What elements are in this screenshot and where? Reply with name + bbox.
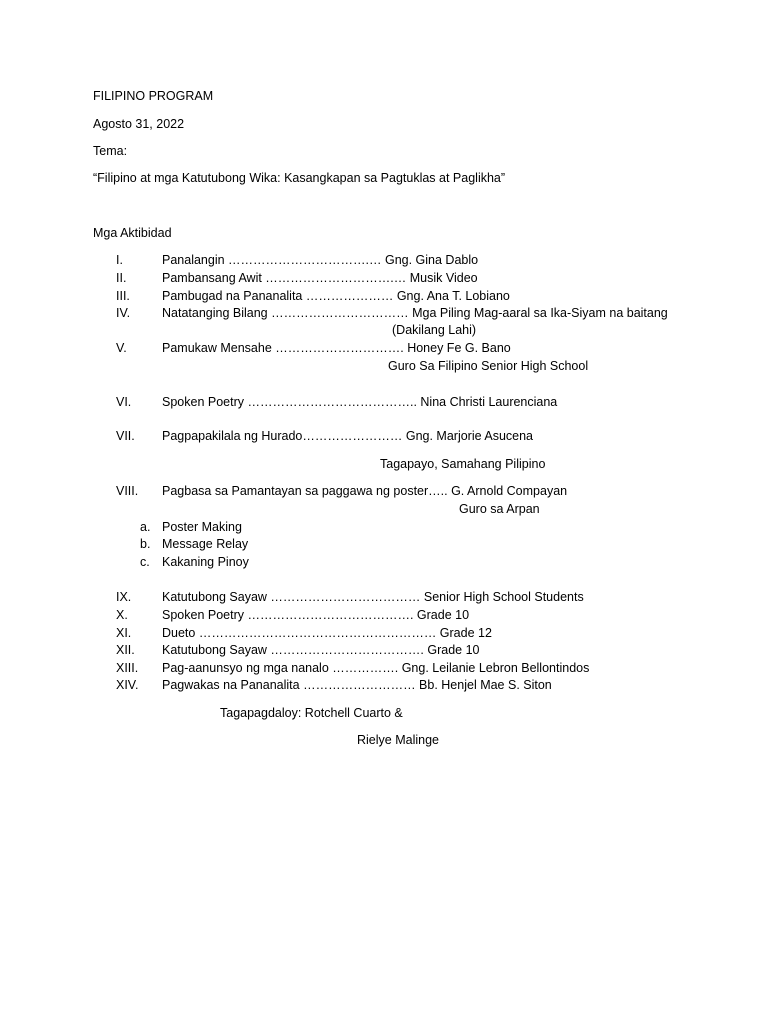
item-number: VI. bbox=[116, 395, 132, 409]
item-number: VII. bbox=[116, 429, 135, 443]
item-number: XII. bbox=[116, 643, 135, 657]
item-text: Spoken Poetry ………………………………….. Nina Christi Laurenciana bbox=[162, 395, 558, 409]
item-text: Spoken Poetry …………………………………. Grade 10 bbox=[162, 608, 470, 622]
item-text: Pambugad na Pananalita ………………… Gng. Ana T. Lobiano bbox=[162, 289, 510, 303]
item-number: XI. bbox=[116, 626, 132, 640]
subitem-letter: a. bbox=[140, 520, 151, 534]
item-number: IX. bbox=[116, 590, 132, 604]
item-number: XIV. bbox=[116, 678, 139, 692]
item-number: VIII. bbox=[116, 484, 139, 498]
activities-heading: Mga Aktibidad bbox=[93, 226, 172, 240]
item-text: Pagwakas na Pananalita ……………………… Bb. Henjel Mae S. Siton bbox=[162, 678, 552, 692]
item-number: XIII. bbox=[116, 661, 139, 675]
item-text: Katutubong Sayaw ………………………………. Grade 10 bbox=[162, 643, 480, 657]
item-continuation: Tagapayo, Samahang Pilipino bbox=[380, 457, 546, 471]
item-text: Pagpapakilala ng Hurado…………………… Gng. Marjorie Asucena bbox=[162, 429, 534, 443]
item-number: X. bbox=[116, 608, 128, 622]
item-continuation: Guro sa Arpan bbox=[459, 502, 540, 516]
item-text: Pamukaw Mensahe …………………………. Honey Fe G. Bano bbox=[162, 341, 511, 355]
item-text: Pag-aanunsyo ng mga nanalo ……………. Gng. Leilanie Lebron Bellontindos bbox=[162, 661, 590, 675]
subitem-text: Poster Making bbox=[162, 520, 242, 534]
item-text: Panalangin …………………………….… Gng. Gina Dablo bbox=[162, 253, 479, 267]
item-text: Pambansang Awit ………………………….… Musik Video bbox=[162, 271, 478, 285]
item-number: V. bbox=[116, 341, 127, 355]
program-title: FILIPINO PROGRAM bbox=[93, 89, 214, 103]
item-number: II. bbox=[116, 271, 127, 285]
theme-text: “Filipino at mga Katutubong Wika: Kasangkapan sa Pagtuklas at Paglikha” bbox=[93, 171, 506, 185]
item-text: Dueto ………………………………………………… Grade 12 bbox=[162, 626, 492, 640]
item-text: Katutubong Sayaw ……………………………… Senior High School Students bbox=[162, 590, 584, 604]
subitem-letter: c. bbox=[140, 555, 150, 569]
item-number: I. bbox=[116, 253, 123, 267]
item-number: IV. bbox=[116, 306, 131, 320]
theme-label: Tema: bbox=[93, 144, 128, 158]
item-number: III. bbox=[116, 289, 130, 303]
item-text: Natatanging Bilang …………………………… Mga Piling Mag-aaral sa Ika-Siyam na baitang bbox=[162, 306, 668, 320]
subitem-letter: b. bbox=[140, 537, 151, 551]
program-date: Agosto 31, 2022 bbox=[93, 117, 185, 131]
subitem-text: Kakaning Pinoy bbox=[162, 555, 249, 569]
item-continuation: Guro Sa Filipino Senior High School bbox=[388, 359, 589, 373]
subitem-text: Message Relay bbox=[162, 537, 249, 551]
item-text: Pagbasa sa Pamantayan sa paggawa ng poster….. G. Arnold Compayan bbox=[162, 484, 568, 498]
hosts-line-1: Tagapagdaloy: Rotchell Cuarto & bbox=[220, 706, 403, 720]
hosts-line-2: Rielye Malinge bbox=[357, 733, 439, 747]
item-continuation: (Dakilang Lahi) bbox=[392, 323, 477, 337]
